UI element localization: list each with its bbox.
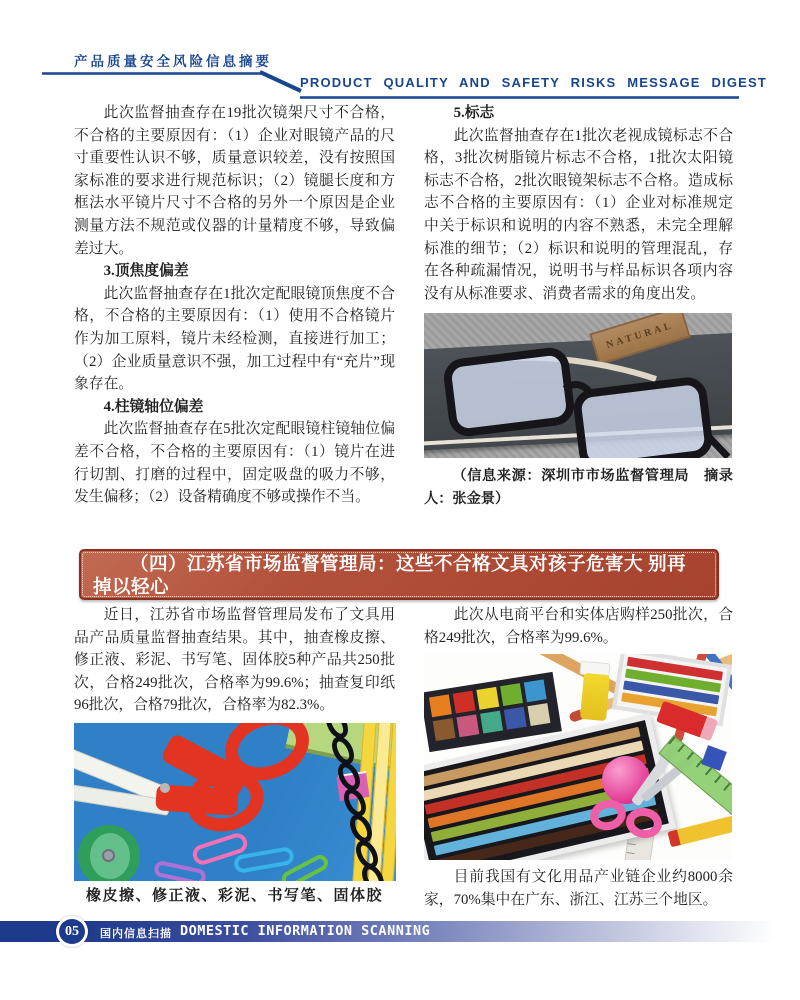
scissors-pivot-screw [160, 783, 170, 793]
section-banner [79, 549, 719, 600]
glue-stick-shape [580, 673, 610, 721]
wooden-tag: NATURAL [589, 313, 690, 365]
palette-color [433, 718, 456, 741]
palette-color [504, 707, 527, 730]
glasses-article-right-column [424, 102, 733, 511]
palette-color [524, 680, 547, 703]
page-number-badge: 05 [56, 916, 88, 947]
crayon-shape [667, 813, 732, 848]
header-rule-lines [0, 0, 800, 110]
stationery-right-column [424, 604, 733, 911]
header-title-en: PRODUCT QUALITY AND SAFETY RISKS MESSAGE DIGEST [300, 75, 768, 90]
palette-color [429, 695, 452, 718]
eyeglasses-frame-shape [424, 313, 732, 458]
subheading-cyl-axis: 4.柱镜轴位偏差 [103, 398, 204, 415]
paragraph-cyl-axis: 此次监督抽查存在5批次定配眼镜柱镜轴位偏差不合格，不合格的主要原因有：（1）镜片在进行切割、打磨的过程中，固定吸盘的吸力不够，发生偏移；（2）设备精确度不够或操作不当。 [74, 421, 395, 506]
section-banner-title: （四）江苏省市场监督管理局：这些不合格文具对孩子危害大 别再掉以轻心 [82, 552, 716, 597]
subheading-top-focal: 3.顶焦度偏差 [103, 263, 189, 280]
source-note: （信息来源：深圳市市场监督管理局 摘录人：张金景） [424, 468, 733, 508]
paragraph-marking: 此次监督抽查存在1批次老视成镜标志不合格，3批次树脂镜片标志不合格，1批次太阳镜标志不合格，2批次眼镜架标志不合格。造成标志不合格的主要原因有：（1）企业对标准规定中关于标识和说明的内容不熟悉，未完全理解标准的细节；（2）标识和说明的管理混乱，存在各种疏漏情况，说明书与样品标识各项内容没有从标准要求、消费者需求的角度出发。 [424, 127, 733, 302]
palette-color [456, 715, 479, 738]
eyeglasses-photo [424, 313, 732, 458]
footer-label-zh: 国内信息扫描 [100, 928, 172, 940]
footer-label-en: DOMESTIC INFORMATION SCANNING [180, 923, 431, 939]
palette-color [476, 687, 499, 710]
stationery-photo-pastels [424, 654, 732, 860]
stationery-left-column [74, 604, 395, 908]
subheading-marking: 5.标志 [453, 105, 495, 121]
glasses-article-left-column [74, 102, 395, 509]
photo-caption: 橡皮擦、修正液、彩泥、书写笔、固体胶 [85, 887, 383, 904]
palette-color [500, 683, 523, 706]
palette-color [453, 691, 476, 714]
sharpener-screw [102, 849, 115, 862]
footer-band [0, 921, 800, 942]
stationery-photo-scissors [74, 723, 396, 881]
header-title-zh: 产品质量安全风险信息摘要 [74, 54, 272, 69]
paragraph-top-focal: 此次监督抽查存在1批次定配眼镜顶焦度不合格，不合格的主要原因有：（1）使用不合格镜片作为加工原料，镜片未经检测，直接进行加工；（2）企业质量意识不强，加工过程中有“充片”现象存在。 [74, 285, 395, 393]
paragraph-sampling: 此次从电商平台和实体店购样250批次，合格249批次，合格率为99.6%。 [424, 607, 733, 646]
paragraph-frame-size: 此次监督抽查存在19批次镜架尺寸不合格，不合格的主要原因有：（1）企业对眼镜产品的尺寸重要性认识不够，质量意识较差，没有按照国家标准的要求进行规范标识；（2）镜腿长度和方框法水平镜片尺寸不合格的另外一个原因是企业测量方法不规范或仪器的计量精度不够，导致偏差过大。 [74, 105, 395, 257]
palette-color [480, 711, 503, 734]
palette-color [528, 703, 551, 726]
paragraph-industry: 目前我国有文化用品产业链企业约8000余家，70%集中在广东、浙江、江苏三个地区。 [424, 869, 733, 908]
paragraph-intro: 近日，江苏省市场监督管理局发布了文具用品产品质量监督抽查结果。其中，抽查橡皮擦、修正液、彩泥、书写笔、固体胶5种产品共250批次，合格249批次，合格率为99.6%；抽查复印纸96批次，合格79批次，合格率为82.3%。 [74, 607, 395, 714]
